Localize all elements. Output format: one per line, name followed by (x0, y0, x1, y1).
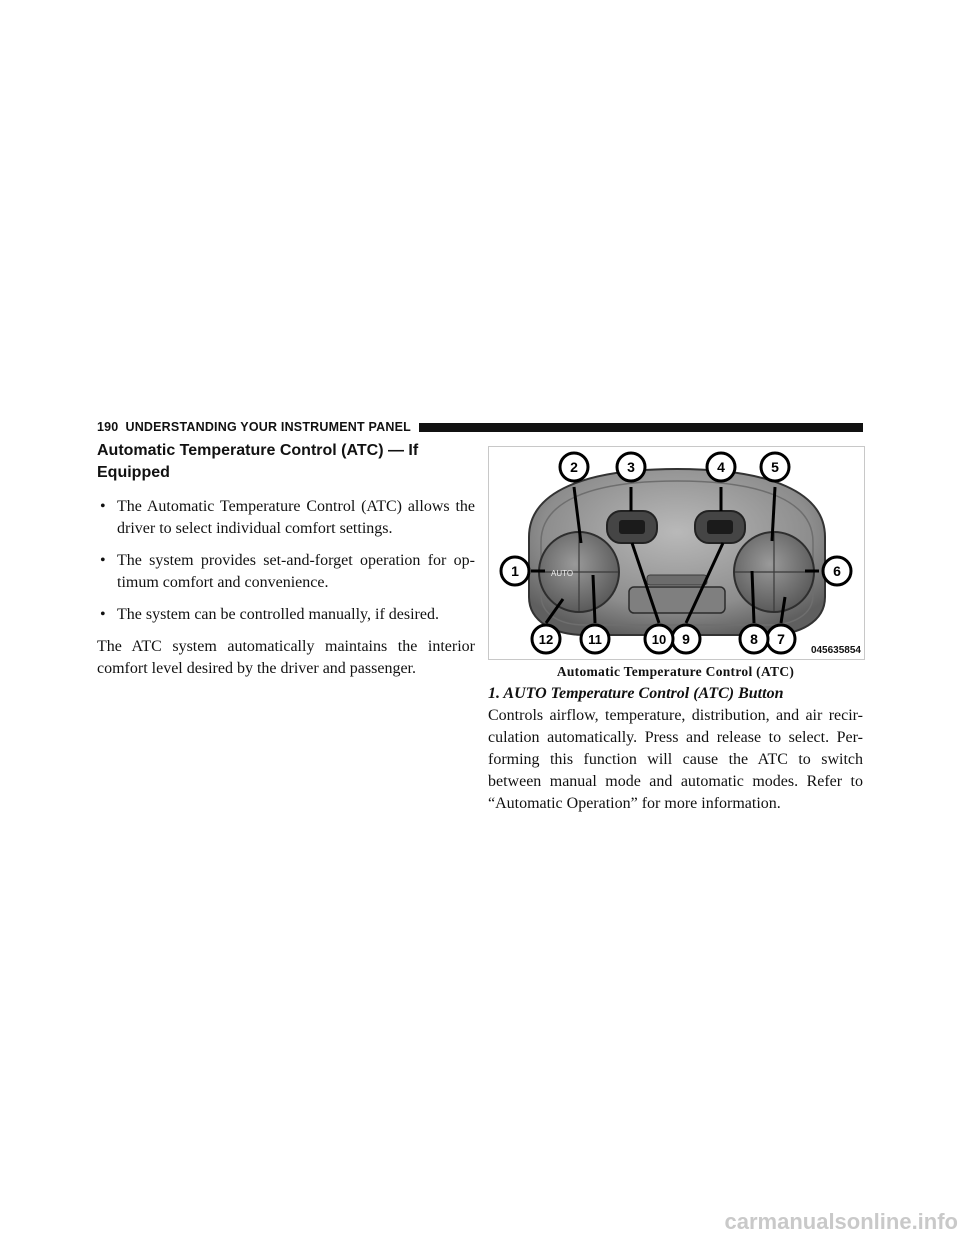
list-item: • The system can be controlled manually, if desired. (97, 604, 475, 626)
svg-text:2: 2 (570, 459, 578, 475)
callout-9 (672, 625, 700, 653)
svg-text:5: 5 (771, 459, 779, 475)
callout-2 (560, 453, 588, 481)
svg-text:9: 9 (682, 631, 690, 647)
callout-4 (707, 453, 735, 481)
svg-text:7: 7 (777, 631, 785, 647)
figure-caption: Automatic Temperature Control (ATC) (556, 664, 795, 679)
list-item: • The system provides set-and-forget operation for op-timum comfort and convenience. (100, 552, 475, 591)
item-title: 1. AUTO Temperature Control (ATC) Button (488, 685, 784, 702)
atc-control-illustration (489, 447, 864, 659)
list-item: • The Automatic Temperature Control (ATC) allows the driver to select individual comfort settings. (100, 498, 475, 537)
callout-12 (532, 625, 560, 653)
svg-text:8: 8 (750, 631, 758, 647)
left-column (97, 440, 475, 680)
bullet-icon: • (100, 552, 106, 569)
page-header (97, 417, 863, 437)
svg-text:3: 3 (627, 459, 635, 475)
callout-3 (617, 453, 645, 481)
section-heading: UNDERSTANDING YOUR INSTRUMENT PANEL (125, 420, 411, 434)
svg-text:4: 4 (717, 459, 725, 475)
svg-text:1: 1 (511, 563, 519, 579)
site-watermark: carmanualsonline.info (724, 1209, 958, 1234)
header-rule (419, 423, 863, 432)
callout-1 (501, 557, 529, 585)
callout-8 (740, 625, 768, 653)
callout-10 (645, 625, 673, 653)
bullet-icon: • (100, 498, 106, 515)
figure-code: 045635854 (810, 645, 861, 656)
callout-7 (767, 625, 795, 653)
body-paragraph: The ATC system automatically maintains the interior comfort level desired by the driver and passenger. (97, 638, 475, 677)
svg-text:6: 6 (833, 563, 841, 579)
callout-6 (823, 557, 851, 585)
auto-button-label: AUTO (551, 569, 574, 578)
callout-5 (761, 453, 789, 481)
item-description: Controls airflow, temperature, distribution, and air recir-culation automatically. Press and release to select. Per-forming this function will cause the ATC to switch between manual mode and automatic modes. Refer to “Automatic Operation” for more information. (488, 707, 863, 812)
page-number: 190 (97, 420, 119, 434)
callout-11 (581, 625, 609, 653)
svg-text:10: 10 (651, 632, 667, 647)
svg-text:11: 11 (588, 632, 602, 647)
atc-control-figure (488, 446, 865, 660)
svg-text:12: 12 (538, 632, 554, 647)
bullet-list (97, 496, 475, 626)
bullet-icon: • (100, 606, 106, 623)
section-title: Automatic Temperature Control (ATC) — If Equipped (97, 442, 419, 481)
center-button (629, 587, 725, 613)
right-column (488, 683, 863, 815)
